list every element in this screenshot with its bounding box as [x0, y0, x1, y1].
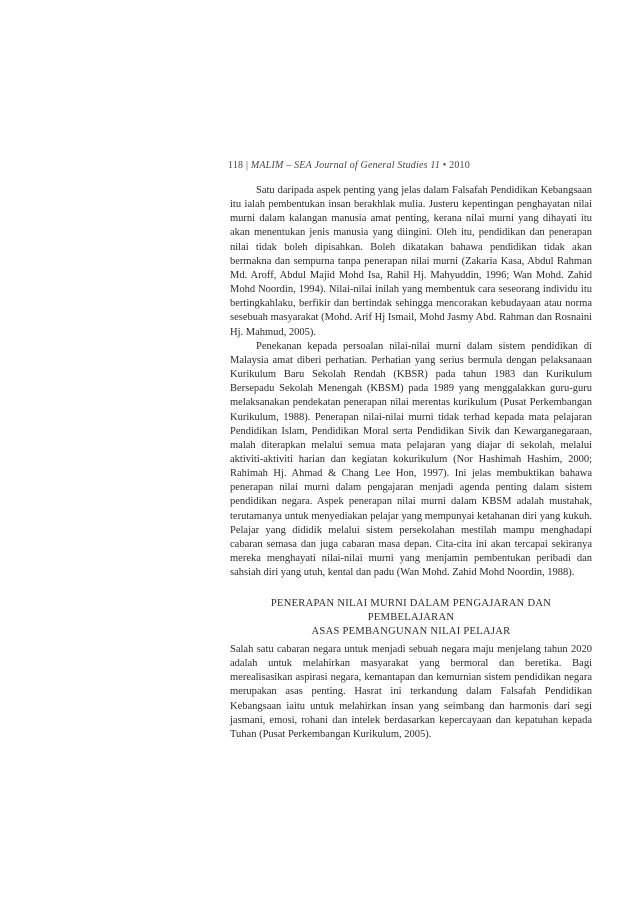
paragraph-cabaran: Salah satu cabaran negara untuk menjadi sebuah negara maju menjelang tahun 2020 adalah untuk melahirkan masyarakat yang bermoral dan beretika. Bagi merealisasikan aspirasi negara, kemantapan dan kemurnian sistem pendidikan negara merupakan asas penting. Hasrat ini terkandung dalam Falsafah Pendidikan Kebangsaan iaitu untuk melahirkan insan yang seimbang dan harmonis dari segi jasmani, emosi, rohani dan intelek berdasarkan kepercayaan dan kepatuhan kepada Tuhan (Pusat Perkembangan Kurikulum, 2005).: [230, 644, 592, 740]
section-heading-line-2: ASAS PEMBANGUNAN NILAI PELAJAR: [311, 626, 511, 637]
paragraph-falsafah: Satu daripada aspek penting yang jelas dalam Falsafah Pendidikan Kebangsaan itu ialah pembentukan insan berakhlak mulia. Justeru kepentingan penghayatan nilai murni dalam kalangan manusia amat penting, kerana nilai murni yang dihayati itu akan menentukan jenis manusia yang diingini. Oleh itu, pendidikan dan penerapan nilai tidak boleh dipisahkan. Boleh dikatakan bahawa pendidikan tidak akan bermakna dan sempurna tanpa penerapan nilai murni (Zakaria Kasa, Abdul Rahman Md. Aroff, Abdul Majid Mohd Isa, Rahil Hj. Mahyuddin, 1996; Wan Mohd. Zahid Mohd Noordin, 1994). Nilai-nilai inilah yang membentuk cara seseorang individu itu bertingkahlaku, berfikir dan bertindak sehingga mencorakan kebudayaan atau norma sesebuah masyarakat (Mohd. Arif Hj Ismail, Mohd Jasmy Abd. Rahman dan Rosnaini Hj. Mahmud, 2005).: [230, 185, 592, 338]
journal-title: MALIM – SEA Journal of General Studies 11: [250, 160, 441, 171]
running-header: [228, 160, 470, 171]
section-heading-line-1: PENERAPAN NILAI MURNI DALAM PENGAJARAN DAN PEMBELAJARAN: [270, 598, 552, 623]
body-text-section-1: [230, 184, 592, 580]
journal-year: 2010: [449, 160, 470, 171]
header-bullet: •: [442, 160, 447, 171]
page-number: 118: [228, 160, 244, 171]
paragraph-penekanan: Penekanan kepada persoalan nilai-nilai murni dalam sistem pendidikan di Malaysia amat diberi perhatian. Perhatian yang serius bermula dengan pelaksanaan Kurikulum Baru Sekolah Rendah (KBSR) pada tahun 1983 dan Kurikulum Bersepadu Sekolah Menengah (KBSM) pada 1989 yang menggalakkan guru-guru melaksanakan pendekatan penerapan nilai merentas kurikulum (Pusat Perkembangan Kurikulum, 1988). Penerapan nilai-nilai murni tidak terhad kepada mata pelajaran Pendidikan Islam, Pendidikan Moral serta Pendidikan Sivik dan Kewarganegaraan, malah diterapkan melalui semua mata pelajaran yang diajar di sekolah, melalui aktiviti-aktiviti harian dan kegiatan kokurikulum (Nor Hashimah Hashim, 2000; Rahimah Hj. Ahmad & Chang Lee Hon, 1997). Ini jelas membuktikan bahawa penerapan nilai murni dalam pengajaran menjadi agenda penting dalam sistem pendidikan negara. Aspek penerapan nilai murni dalam KBSM adalah mustahak, terutamanya untuk menyediakan pelajar yang mempunyai ketahanan diri yang kukuh. Pelajar yang dididik melalui sistem persekolahan mestilah mampu menghadapi cabaran semasa dan juga cabaran masa depan. Cita-cita ini akan tercapai sekiranya mereka menghayati nilai-nilai murni yang menjamin pembentukan peribadi dan sahsiah diri yang utuh, kental dan padu (Wan Mohd. Zahid Mohd Noordin, 1988).: [230, 340, 592, 579]
body-text-section-2: [230, 643, 592, 742]
header-separator: |: [245, 160, 249, 171]
section-heading: [230, 597, 592, 639]
